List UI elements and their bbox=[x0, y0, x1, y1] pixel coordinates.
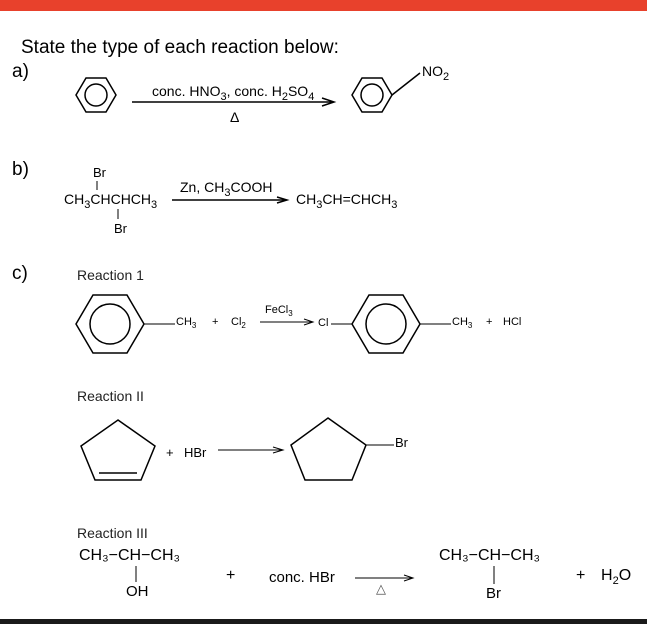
part-a-heat: Δ bbox=[230, 109, 240, 125]
reaction-3-plus-1: + bbox=[226, 567, 236, 584]
reaction-1-title: Reaction 1 bbox=[77, 267, 144, 283]
reaction-1-chlorine: $Cl_2$ bbox=[231, 316, 246, 331]
reaction-1-hcl: HCl bbox=[503, 316, 522, 328]
reaction-2-hbr: HBr bbox=[184, 445, 207, 460]
part-b-reactant: $CH_3CHCHCH_3$ bbox=[64, 191, 158, 211]
reaction-2-product-br: Br bbox=[395, 435, 408, 450]
part-b-bottom-br: Br bbox=[114, 221, 127, 236]
reaction-1-plus-1: + bbox=[212, 316, 219, 328]
bond-a-nitro bbox=[392, 73, 420, 95]
part-a-reagents: conc. $HNO_3$, conc. $H_2SO_4$ bbox=[152, 83, 315, 103]
aromatic-circle-c1-reactant bbox=[90, 304, 130, 344]
reaction-3-reagent: conc. HBr bbox=[269, 569, 335, 586]
bottom-bar bbox=[0, 619, 647, 624]
reaction-3-product-br: Br bbox=[486, 585, 501, 602]
reaction-1-plus-2: + bbox=[486, 316, 493, 328]
part-b-top-br: Br bbox=[93, 165, 106, 180]
part-b-reagents: Zn, $CH_3COOH$ bbox=[180, 179, 273, 199]
reaction-3-water: $H_2O$ bbox=[601, 567, 632, 588]
slide-title: State the type of each reaction below: bbox=[21, 37, 339, 58]
part-b-product: $CH_3CH=CHCH_3$ bbox=[296, 191, 398, 211]
cyclopentene-ring bbox=[81, 420, 155, 480]
benzene-ring-a-product bbox=[352, 78, 392, 112]
reaction-3-oh: OH bbox=[126, 583, 149, 600]
reaction-1-product-cl: Cl bbox=[318, 317, 329, 329]
reaction-1-methyl: $CH_3$ bbox=[176, 316, 197, 331]
reaction-2-title: Reaction II bbox=[77, 388, 144, 404]
cyclopentane-ring bbox=[291, 418, 366, 480]
aromatic-circle-c1-product bbox=[366, 304, 406, 344]
part-a-nitro-group: $NO_2$ bbox=[422, 63, 450, 83]
reaction-1-catalyst: FeCl$_3$ bbox=[265, 304, 293, 319]
part-c-label: c) bbox=[12, 263, 28, 284]
part-a-label: a) bbox=[12, 61, 29, 82]
aromatic-circle-a-reactant bbox=[85, 84, 107, 106]
benzene-ring-a-reactant bbox=[76, 78, 116, 112]
reaction-1-product-methyl: $CH_3$ bbox=[452, 316, 473, 331]
reaction-3-reactant-chain: CH₃−CH−CH₃ bbox=[79, 547, 181, 564]
aromatic-circle-a-product bbox=[361, 84, 383, 106]
reaction-2-plus: + bbox=[166, 445, 174, 460]
reaction-3-plus-2: + bbox=[576, 567, 586, 584]
reaction-3-heat: △ bbox=[376, 581, 386, 596]
part-b-label: b) bbox=[12, 159, 29, 180]
reaction-3-product-chain: CH₃−CH−CH₃ bbox=[439, 547, 541, 564]
reaction-3-title: Reaction III bbox=[77, 525, 148, 541]
